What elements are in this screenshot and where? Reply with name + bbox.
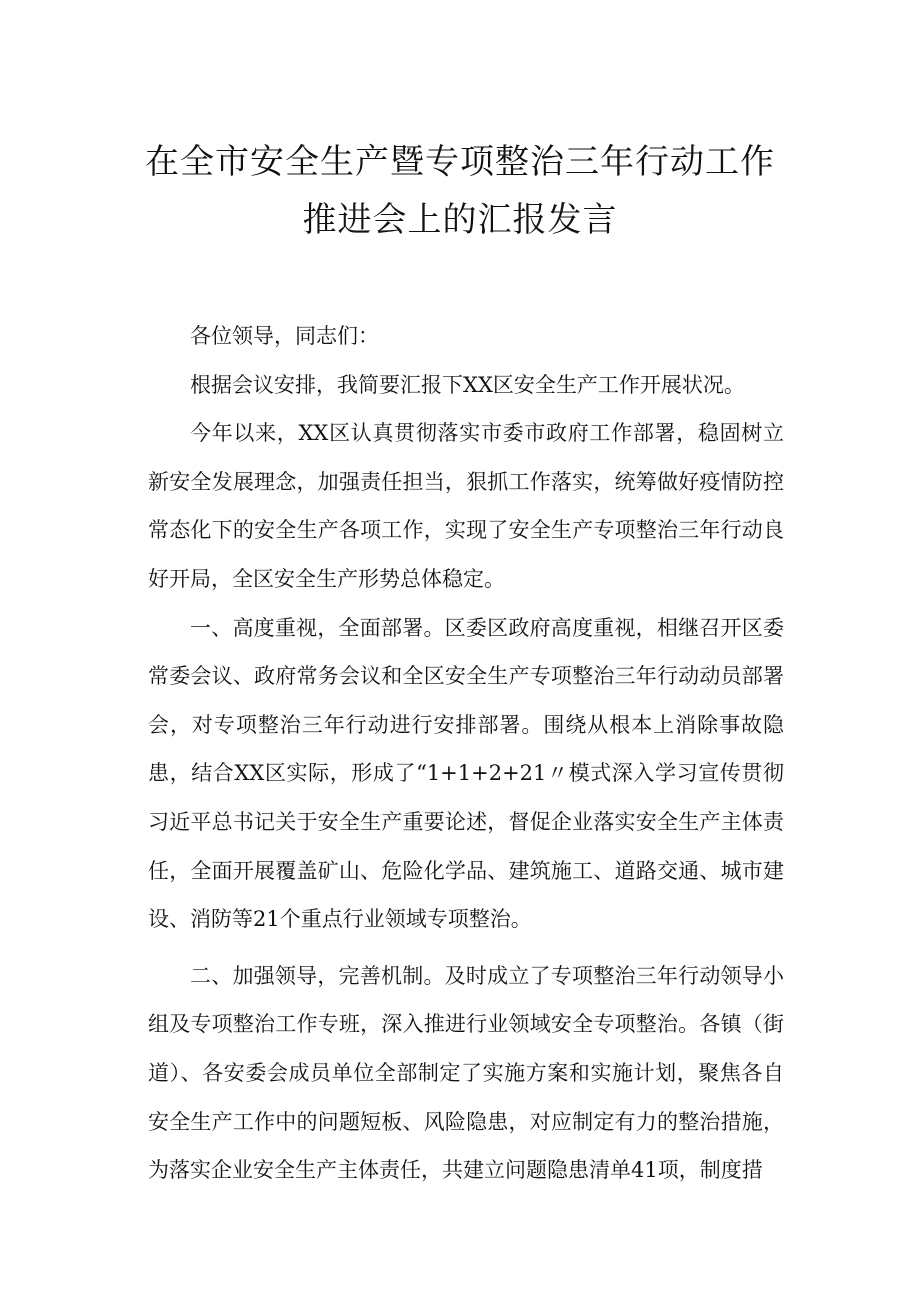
salutation: 各位领导，同志们：: [190, 324, 379, 348]
document-title-line-2: 推进会上的汇报发言: [302, 200, 618, 240]
paragraph-intro: 根据会议安排，我简要汇报下XX区安全生产工作开展状况。: [190, 372, 745, 397]
paragraph-section-1: 一、高度重视，全面部署。区委区政府高度重视，相继召开区委常委会议、政府常务会议和全区安全生产专项整治三年行动动员部署会，对专项整治三年行动进行安排部署。围绕从根本上消除事故隐患，结合XX区实际，形成了“1+1+2+21〃模式深入学习宣传贯彻习近平总书记关于安全生产重要论述，督促企业落实安全生产主体责任，全面开展覆盖矿山、危险化学品、建筑施工、道路交通、城市建设、消防等21个重点行业领域专项整治。: [148, 615, 784, 932]
document-body: [148, 312, 784, 1195]
paragraph-overview: 今年以来，XX区认真贯彻落实市委市政府工作部署，稳固树立新安全发展理念，加强责任担当，狠抓工作落实，统筹做好疫情防控常态化下的安全生产各项工作，实现了安全生产专项整治三年行动良好开局，全区安全生产形势总体稳定。: [148, 421, 784, 591]
document-title-line-1: 在全市安全生产暨专项整治三年行动工作: [145, 142, 775, 182]
paragraph-section-2: 二、加强领导，完善机制。及时成立了专项整治三年行动领导小组及专项整治工作专班，深入推进行业领域安全专项整治。各镇（街道）、各安委会成员单位全部制定了实施方案和实施计划，聚焦各自安全生产工作中的问题短板、风险隐患，对应制定有力的整治措施，为落实企业安全生产主体责任，共建立问题隐患清单41项，制度措: [148, 963, 784, 1183]
